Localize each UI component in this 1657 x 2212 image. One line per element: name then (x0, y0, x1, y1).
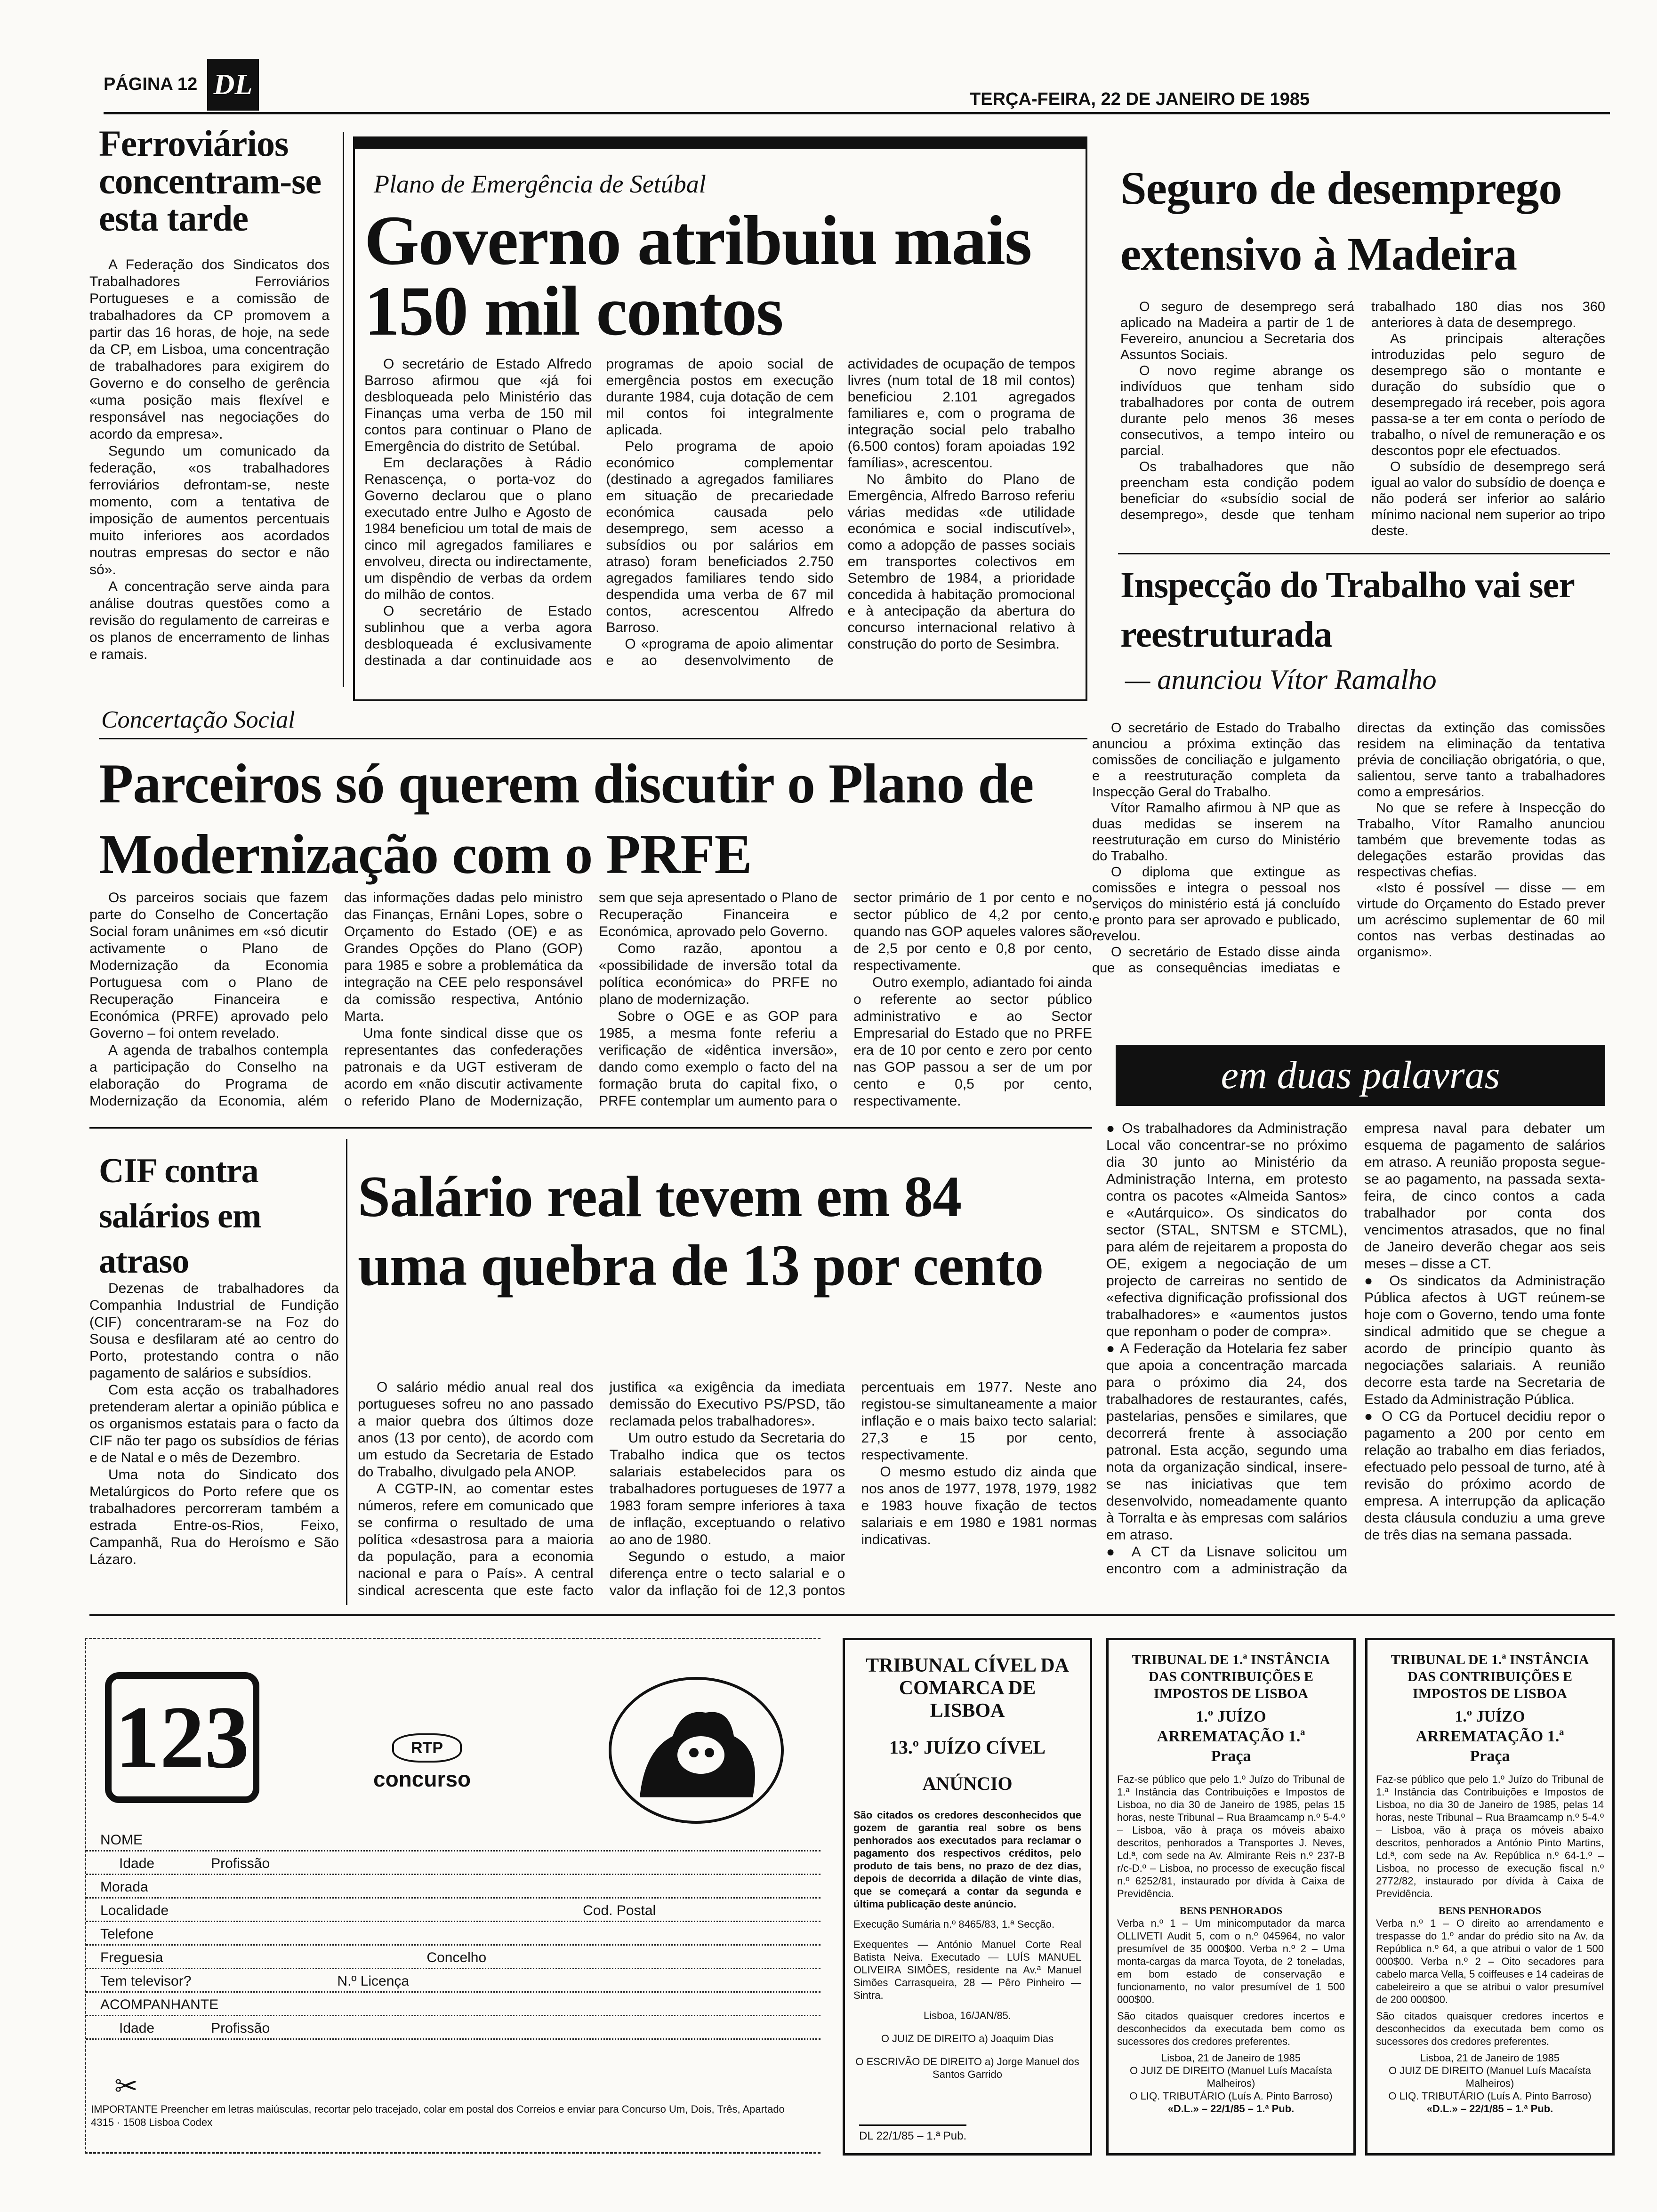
seguro-p2: O novo regime abrange os indivíduos que tenham sido trabalhadores por conta de outrem durante pelo menos 36 meses consecutivos, a tempo inteiro ou parcial. (1120, 363, 1354, 458)
section-rule-2 (89, 1127, 1092, 1129)
tribunal-civel-ad (843, 1638, 1092, 2156)
section-rule (1118, 553, 1610, 554)
cif-p3: Uma nota do Sindicato dos Metalúrgicos do Porto refere que os trabalhadores percorreram também a estrada Entre-os-Rios, Feixo, Campanhã, Rua do Heroísmo e São Lázaro. (89, 1467, 339, 1567)
setubal-p4: Pelo programa de apoio económico complementar (destinado a agregados familiares em situação de precariedade económica causada pelo desemprego, sem acesso a subsídios ou por salários em atraso) foram beneficiados 2.750 agregados familiares tendo sido despendida uma verba de 67 mil contos, acrescentou Alfredo Barroso. (606, 439, 834, 635)
concertacao-p2: A agenda de trabalhos contempla a participação do Conselho na elaboração do Programa de Modernização da Economia, além das informações dadas pelo ministro das Finanças, Ernâni Lopes, sobre o Orçamento do Estado (OE) e as Grandes Opções do Plano (GOP) para 1985 e sobre a problemática da integração na CEE pelo responsável da comissão respectiva, António Marta. (89, 890, 583, 1109)
tribunal2-title: TRIBUNAL DE 1.ª INSTÂNCIA DAS CONTRIBUIÇÕES E IMPOSTOS DE LISBOA (1132, 1652, 1330, 1701)
field-label: Tem televisor? (100, 1973, 192, 1989)
mascot-icon (611, 1680, 775, 1815)
field-morada[interactable] (86, 1879, 820, 1899)
field-label: Cod. Postal (583, 1903, 656, 1918)
tribunal3-bens: BENS PENHORADOS (1438, 1905, 1542, 1916)
concertacao-rule (99, 738, 1087, 739)
field-idade[interactable] (86, 1856, 820, 1875)
tribunal3-items: Verba n.º 1 – O direito ao arrendamento e trespasse do 1.º andar do prédio sito na Av. da República n.º 64, a que atribui o valor de 1 500 000$00. Verba n.º 2 – Oito secadores para cabelo marca Vella, 5 coiffeuses e 14 cadeiras de cabeleireiro a que se atribui o valor presumível de 200 000$00. (1376, 1917, 1604, 2005)
field-localidade[interactable] (86, 1903, 820, 1922)
tribunal2-bens: BENS PENHORADOS (1179, 1905, 1283, 1916)
tribunal1-title: TRIBUNAL CÍVEL DA COMARCA DE LISBOA (866, 1655, 1069, 1722)
setubal-p2: Em declarações à Rádio Renascença, o porta-voz do Governo declarou que o plano executado entre Julho e Agosto de 1984 beneficiou um total de mais de cinco mil agregados familiares e envolveu, directa ou indirectamente, um dispêndio de verbas da ordem do milhão de contos. (364, 455, 592, 602)
inspeccao-headline: Inspecção do Trabalho vai ser reestruturada (1120, 564, 1574, 655)
setubal-body (364, 356, 1075, 695)
seguro-p4: As principais alterações introduzidas pelo seguro de desemprego são o montante e duração do subsídio que o desempregado irá receber, pois agora passa-se a ter em conta o período de trabalho, o nível de remuneração e os descontos popr ele efectuados. (1371, 331, 1605, 458)
field-label: Profissão (211, 2020, 270, 2036)
column-divider-2 (346, 1139, 347, 1605)
salario-p2: A CGTP-IN, ao comentar estes números, refere em comunicado que se confirma o resultado de uma política «desastrosa para a maioria da população, para a economia nacional e para o País». A central sindical acrescenta que este facto justifica «a exigência da imediata demissão do Executivo PS/PSD, tão reclamada pelos trabalhadores». (358, 1379, 845, 1598)
cif-headline: CIF contra salários em atraso (99, 1152, 261, 1281)
tribunal2-sign1: O JUIZ DE DIREITO (Manuel Luís Macaísta Malheiros) (1130, 2065, 1332, 2089)
setubal-p3: O secretário de Estado sublinhou que a verba agora desbloqueada é exclusivamente destinada a dar continuidade aos programas de apoio social de emergência postos em execução durante 1984, cuja dotação de cem mil contos foi integralmente aplicada. (364, 356, 834, 668)
duas-palavras-item: ● Os trabalhadores da Administração Local vão concentrar-se no próximo dia 30 junto ao Ministério da Administração Interna, em protesto contra os pacotes «Almeida Santos» e «Autárquico». Os sindicatos do sector (STAL, SNTSM e STCML), para além de rejeitarem a proposta do OE, exigem a negociação de um projecto de carreiras no sentido de «efectiva dignificação profissional dos trabalhadores» e «aumentos justos que reponham o poder de compra». (1106, 1120, 1347, 1340)
setubal-headline: Governo atribuiu mais 150 mil contos (364, 201, 1031, 350)
newspaper-logo: DL (207, 59, 259, 111)
header-rule (104, 112, 1610, 114)
field-label: Localidade (100, 1903, 169, 1918)
inspeccao-p3: O diploma que extingue as comissões e integra o pessoal nos serviços do ministério está já concluído e pronto para ser aprovado e publicado, revelou. (1092, 865, 1340, 944)
field-idade-acomp[interactable] (86, 2020, 820, 2040)
salario-p1: O salário médio anual real dos portugueses sofreu no ano passado a maior quebra dos últimos doze anos (13 por cento), de acordo com um estudo da Secretaria de Estado do Trabalho, divulgado pela ANOP. (358, 1379, 594, 1480)
duas-palavras-body (1106, 1120, 1605, 1619)
ferroviarios-p2: Segundo um comunicado da federação, «os trabalhadores ferroviários defrontam-se, neste momento, com a tentativa de imposição de aumentos percentuais muito inferiores aos acordados noutras empresas do sector e não só». (89, 443, 330, 577)
tribunal3-sign2: O LIQ. TRIBUTÁRIO (Luís A. Pinto Barroso) (1388, 2090, 1592, 2102)
field-label: Telefone (100, 1926, 154, 1942)
tribunal1-case: Execução Sumária n.º 8465/83, 1.ª Secção. (853, 1918, 1055, 1930)
tribunal3-sub: 1.º JUÍZO ARREMATAÇÃO 1.ª Praça (1416, 1708, 1564, 1765)
field-label: Idade (119, 2020, 155, 2036)
cif-p1: Dezenas de trabalhadores da Companhia Industrial de Fundição (CIF) concentraram-se na Foz do Sousa e desfilaram até ao centro do Porto, protestando contra o não pagamento de salários e subsídios. (89, 1281, 339, 1381)
salario-headline: Salário real tevem em 84 uma quebra de 13 por cento (358, 1164, 1044, 1298)
cif-body (89, 1280, 339, 1610)
ferroviarios-p3: A concentração serve ainda para análise doutras questões como a revisão do regulamento de carreiras e os planos de encerramento de linhas e ramais. (89, 579, 330, 662)
field-televisor[interactable] (86, 1973, 820, 1993)
tribunal-impostos-ad-1 (1106, 1638, 1356, 2156)
seguro-p3: Os trabalhadores que não preencham esta condição podem beneficiar do «subsídio social de desemprego», desde que tenham trabalhado 180 dias nos 360 anteriores à data de desemprego. (1120, 299, 1605, 522)
salario-p3: Um outro estudo da Secretaria do Trabalho indica que os tectos salariais estabelecidos para os trabalhadores portugueses de 1977 a 1983 foram sempre inferiores à taxa de inflação, exceptuando o relativo ao ano de 1980. (609, 1430, 845, 1547)
concurso-instructions: IMPORTANTE Preencher em letras maiúsculas, recortar pelo tracejado, colar em postal dos Correios e enviar para Concurso Um, Dois, Três, Apartado 4315 · 1508 Lisboa Codex (91, 2103, 785, 2128)
concertacao-headline: Parceiros só querem discutir o Plano de Modernização com o PRFE (99, 752, 1034, 885)
tribunal3-sign1: O JUIZ DE DIREITO (Manuel Luís Macaísta Malheiros) (1389, 2065, 1591, 2089)
field-label: Profissão (211, 1856, 270, 1871)
seguro-headline: Seguro de desemprego extensivo à Madeira (1120, 162, 1562, 280)
field-freguesia[interactable] (86, 1950, 820, 1969)
tribunal3-date: Lisboa, 21 de Janeiro de 1985 (1420, 2052, 1560, 2064)
field-label: Idade (119, 1856, 155, 1871)
field-label: NOME (100, 1832, 143, 1848)
concertacao-body (89, 890, 1092, 1120)
inspeccao-p1: O secretário de Estado do Trabalho anunciou a próxima extinção das comissões de conciliação e julgamento e a reestruturação completa da Inspecção Geral do Trabalho. (1092, 721, 1340, 800)
setubal-p6: No âmbito do Plano de Emergência, Alfredo Barroso referiu várias medidas «de utilidade económica e social indiscutível», como a adopção de passes sociais em transportes colectivos em Setembro de 1984, a prioridade concedida à habitação promocional e à antecipação da abertura do concurso internacional relativo à construção do porto de Sesimbra. (847, 472, 1075, 652)
concurso-coupon (85, 1638, 820, 2154)
tribunal2-sign2: O LIQ. TRIBUTÁRIO (Luís A. Pinto Barroso) (1129, 2090, 1333, 2102)
rtp-logo: RTP (392, 1733, 462, 1763)
inspeccao-p4: O secretário de Estado disse ainda que as consequências imediatas e directas da extinção das comissões residem na eliminação da tentativa prévia de conciliação obrigatória, o que, salientou, serve tanto a trabalhadores como a empresários. (1092, 721, 1605, 976)
tribunal3-title: TRIBUNAL DE 1.ª INSTÂNCIA DAS CONTRIBUIÇÕES E IMPOSTOS DE LISBOA (1391, 1652, 1589, 1701)
concurso-label: concurso (373, 1767, 471, 1791)
salario-p4: Segundo o estudo, a maior diferença entre o tecto salarial e o valor da inflação foi de 12,3 pontos percentuais em 1977. Neste ano registou-se simultaneamente a maior inflação e o mais baixo tecto salarial: 27,3 e 15 por cento, respectivamente. (609, 1379, 1097, 1598)
tribunal3-citados: São citados quaisquer credores incertos e desconhecidos da executada bem como os sucessores dos credores preferentes. (1376, 2010, 1604, 2047)
concertacao-p4: Como razão, apontou a «possibilidade de inversão total da política económica» do PRFE no plano de modernização. (599, 941, 837, 1007)
issue-date: TERÇA-FEIRA, 22 DE JANEIRO DE 1985 (970, 89, 1310, 109)
tribunal2-sub: 1.º JUÍZO ARREMATAÇÃO 1.ª Praça (1157, 1708, 1305, 1765)
tribunal2-text: Faz-se público que pelo 1.º Juízo do Tribunal de 1.ª Instância das Contribuições e Impostos de Lisboa, no dia 30 de Janeiro de 1985, pelas 15 horas, neste Tribunal – Rua Braamcamp n.º 5-4.º – Lisboa, vão à praça os móveis abaixo descritos, penhorados a Transportes J. Neves, Ld.ª, com sede na Av. Almirante Reis n.º 237-B r/c-D.º – Lisboa, no processo de execução fiscal n.º 6252/81, instaurado por dívida à Caixa de Previdência. (1117, 1773, 1345, 1899)
page-number: PÁGINA 12 (104, 74, 198, 94)
mascot-illustration (609, 1677, 784, 1824)
tribunal1-date: Lisboa, 16/JAN/85. (924, 2010, 1011, 2021)
scissors-icon: ✂ (114, 2070, 138, 2102)
inspeccao-byline: — anunciou Vítor Ramalho (1125, 664, 1437, 695)
tribunal3-ref: «D.L.» – 22/1/85 – 1.ª Pub. (1426, 2103, 1553, 2115)
seguro-body (1120, 299, 1605, 548)
seguro-p5: O subsídio de desemprego será igual ao valor do subsídio de doença e não poderá ser inferior ao salário mínimo nacional nem superior ao tripo deste. (1371, 459, 1605, 538)
field-label: N.º Licença (337, 1973, 410, 1989)
concertacao-p1: Os parceiros sociais que fazem parte do Conselho de Concertação Social foram unânimes em «só dicutir activamente o Plano de Modernização da Economia Portuguesa com o Plano de Recuperação Financeira e Económica (PRFE) aprovado pelo Governo – foi ontem revelado. (89, 890, 328, 1041)
tribunal2-date: Lisboa, 21 de Janeiro de 1985 (1161, 2052, 1301, 2064)
field-label: Morada (100, 1879, 148, 1895)
tribunal-impostos-ad-2 (1365, 1638, 1615, 2156)
ferroviarios-headline: Ferroviários concentram-se esta tarde (99, 123, 322, 239)
tribunal1-sign1: O JUIZ DE DIREITO a) Joaquim Dias (881, 2033, 1054, 2044)
tribunal1-ref: DL 22/1/85 – 1.ª Pub. (859, 2124, 966, 2143)
duas-palavras-header: em duas palavras (1116, 1045, 1605, 1106)
field-acompanhante[interactable] (86, 1997, 820, 2016)
field-label: Concelho (426, 1950, 487, 1965)
field-nome[interactable] (86, 1832, 820, 1851)
inspeccao-body (1092, 720, 1605, 998)
tribunal1-juizo: 13.º JUÍZO CÍVEL (889, 1737, 1046, 1758)
duas-palavras-item: ● A CT da Lisnave solicitou um encontro com a administração da empresa naval para debater um esquema de pagamento de salários em atraso. A reunião proposta segue-se ao pagamento, na passada sexta-feira, de cinco contos a cada trabalhador por conta dos vencimentos atrasados, que no final de Janeiro deverão chegar aos seis meses – disse a CT. (1106, 1120, 1605, 1578)
inspeccao-p5: No que se refere à Inspecção do Trabalho, Vítor Ramalho anunciou também que brevemente todas as delegações estarão providas das respectivas chefias. (1357, 801, 1605, 880)
duas-palavras-item: ● Os sindicatos da Administração Pública afectos à UGT reúnem-se hoje com o Governo, tendo uma fonte sindical admitido que se chegue a acordo de princípio quanto às negociações salariais. A reunião decorre esta tarde na Secretaria de Estado da Administração Pública. (1364, 1273, 1605, 1408)
concertacao-p3: Uma fonte sindical disse que os representantes das confederações patronais e da UGT estiveram de acordo em «não discutir activamente o referido Plano de Modernização, sem que seja apresentado o Plano de Recuperação Financeira e Económica, aprovado pelo Governo. (344, 890, 837, 1109)
form-fields (86, 1832, 820, 2115)
cif-p2: Com esta acção os trabalhadores pretenderam alertar a opinião pública e os organismos estatais para o facto da CIF não ter pago os subsídios de férias e de Natal e o mês de Dezembro. (89, 1382, 339, 1466)
concurso-123-logo: 123 (105, 1672, 259, 1803)
tribunal2-ref: «D.L.» – 22/1/85 – 1.ª Pub. (1167, 2103, 1295, 2115)
inspeccao-p2: Vítor Ramalho afirmou à NP que as duas medidas se inserem na reestruturação em curso do Ministério do Trabalho. (1092, 801, 1340, 864)
tribunal3-text: Faz-se público que pelo 1.º Juízo do Tribunal de 1.ª Instância das Contribuições e Impostos de Lisboa, no dia 30 de Janeiro de 1985, pelas 14 horas, neste Tribunal – Rua Braamcamp n.º 5-4.º – Lisboa, vão à praça os móveis abaixo descritos, penhorados a António Pinto Martins, Ld.ª, com sede na Av. República n.º 64-1.º – Lisboa, no processo de execução fiscal n.º 2772/82, instaurado por dívida à Caixa de Previdência. (1376, 1773, 1604, 1899)
column-divider (343, 132, 344, 687)
field-label: Freguesia (100, 1950, 163, 1965)
seguro-p1: O seguro de desemprego será aplicado na Madeira a partir de 1 de Fevereiro, anunciou a Secretaria dos Assuntos Sociais. (1120, 299, 1354, 362)
ferroviarios-p1: A Federação dos Sindicatos dos Trabalhadores Ferroviários Portugueses e a comissão de trabalhadores da CP promovem a partir das 16 horas, de hoje, na sede da CP, em Lisboa, uma concentração de trabalhadores para exigirem do Governo e do conselho de gerência «uma posição mais flexível e responsável nas negociações do acordo da empresa». (89, 257, 330, 442)
tribunal1-anuncio: ANÚNCIO (922, 1773, 1013, 1794)
field-telefone[interactable] (86, 1926, 820, 1946)
duas-palavras-item: ● A Federação da Hotelaria fez saber que apoia a concentração marcada para o próximo dia 24, dos trabalhadores de restaurantes, cafés, pastelarias, pensões e similares, que decorrerá frente à associação patronal. Esta acção, segundo uma nota da organização sindical, insere-se nas iniciativas que tem desenvolvido, nomeadamente quanto à Torralta e às empresas com salários em atraso. (1106, 1340, 1347, 1544)
bottom-rule (89, 1614, 1615, 1616)
tribunal1-parties: Exequentes — António Manuel Corte Real Batista Neiva. Executado — LUÍS MANUEL OLIVEIRA SIMÕES, residente na Av.ª Manuel Simões Carrasqueira, 28 — Pêro Pinheiro — Sintra. (853, 1939, 1081, 2001)
setubal-kicker: Plano de Emergência de Setúbal (374, 170, 706, 198)
concertacao-p5: Sobre o OGE e as GOP para 1985, a mesma fonte referiu a verificação de «idêntica inversão», dando como exemplo o facto del na formação bruta do capital fixo, o PRFE contemplar um aumento para o sector primário de 1 por cento e no sector público de 4,2 por cento, quando nas GOP aqueles valores são de 2,5 por cento e 0,8 por cento, respectivamente. (599, 890, 1092, 1109)
tribunal2-citados: São citados quaisquer credores incertos e desconhecidos da executada bem como os sucessores dos credores preferentes. (1117, 2010, 1345, 2047)
setubal-p1: O secretário de Estado Alfredo Barroso afirmou que «já foi desbloqueada pelo Ministério das Finanças uma verba de 150 mil contos para continuar o Plano de Emergência do distrito de Setúbal. (364, 356, 592, 454)
tribunal1-sign2: O ESCRIVÃO DE DIREITO a) Jorge Manuel dos Santos Garrido (855, 2056, 1079, 2080)
setubal-p5: O «programa de apoio alimentar e ao desenvolvimento de actividades de ocupação de tempos livres (num total de 18 mil contos) beneficiou 2.101 agregados familiares e, com o programa de integração social pelo trabalho (6.500 contos) foram apoiadas 192 famílias», acrescentou. (606, 356, 1075, 668)
ferroviarios-body (89, 256, 330, 675)
duas-palavras-item: ● O CG da Portucel decidiu repor o pagamento a 200 por cento em relação ao trabalho em dias feriados, efectuado pelo pessoal de turno, até à revisão do próximo acordo de empresa. A interrupção da aplicação desta cláusula conduziu a uma greve de três dias na semana passada. (1364, 1408, 1605, 1544)
salario-body (358, 1379, 1097, 1600)
salario-p5: O mesmo estudo diz ainda que nos anos de 1977, 1978, 1979, 1982 e 1983 houve fixação de tectos salariais e em 1980 e 1981 normas indicativas. (861, 1464, 1097, 1547)
inspeccao-p6: «Isto é possível — disse — em virtude do Orçamento do Estado prever um acréscimo suplementar de 60 mil contos nas verbas destinadas ao organismo». (1357, 881, 1605, 960)
tribunal1-text: São citados os credores desconhecidos que gozem de garantia real sobre os bens penhorados aos executados para reclamar o pagamento dos respectivos créditos, pelo produto de tais bens, no prazo de dez dias, depois de decorrida a dilação de vinte dias, que se começará a contar da segunda e última publicação deste anúncio. (853, 1809, 1081, 1910)
setubal-box (353, 136, 1087, 701)
concertacao-p6: Outro exemplo, adiantado foi ainda o referente ao sector público administrativo e ao Sector Empresarial do Estado que no PRFE era de 10 por cento e zero por cento nas GOP passou a ser de um por cento e 0,5 por cento, respectivamente. (853, 975, 1092, 1109)
field-label: ACOMPANHANTE (100, 1997, 219, 2012)
tribunal2-items: Verba n.º 1 – Um minicomputador da marca OLLIVETI Audit 5, com o n.º 045964, no valor presumível de 35 000$00. Verba n.º 2 – Uma monta-cargas da marca Toyota, de 2 toneladas, em bom estado de conservação e funcionamento, no valor presumível de 1 500 000$00. (1117, 1917, 1345, 2005)
concertacao-kicker: Concertação Social (101, 706, 295, 733)
